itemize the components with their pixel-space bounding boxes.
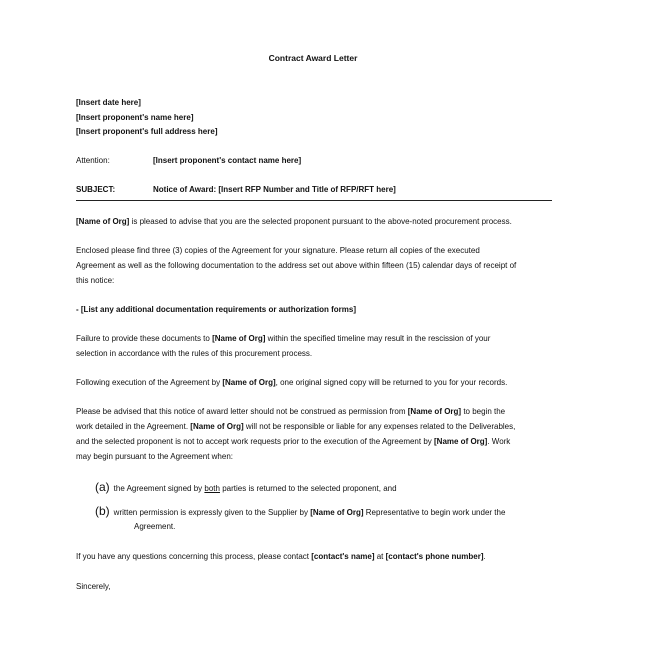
- attention-label: Attention:: [76, 156, 110, 165]
- proponent-address-placeholder: [Insert proponent's full address here]: [76, 127, 218, 136]
- failure-text-a: Failure to provide these documents to: [76, 334, 213, 343]
- org-name: [Name of Org]: [212, 334, 266, 343]
- closing: Sincerely,: [76, 582, 111, 591]
- failure-line-2: selection in accordance with the rules of this procurement process.: [76, 349, 313, 358]
- advised-line-1a: Please be advised that this notice of award letter should not be construed as permission from: [76, 407, 408, 416]
- letter-title: Contract Award Letter: [268, 53, 358, 63]
- org-name: [Name of Org]: [407, 407, 462, 416]
- org-name: [Name of Org]: [76, 217, 130, 226]
- enclosed-line-3: this notice:: [76, 276, 115, 285]
- item-b-text-2: Representative to begin work under the: [363, 508, 506, 517]
- list-item-a: [95, 480, 545, 496]
- enclosed-line-1: Enclosed please find three (3) copies of the Agreement for your signature. Please return all copies of the executed: [76, 246, 480, 255]
- org-name: [Name of Org]: [222, 378, 276, 387]
- item-b-continuation: Agreement.: [134, 522, 176, 531]
- intro-text: is pleased to advise that you are the selected proponent pursuant to the above-noted procurement process.: [129, 217, 512, 226]
- paragraph-contact: [76, 549, 552, 564]
- item-a-text-2: parties is returned to the selected proponent, and: [219, 484, 397, 493]
- attention-value: [Insert proponent's contact name here]: [153, 156, 302, 165]
- item-a-text-1: the Agreement signed by: [113, 484, 205, 493]
- contact-text-c: .: [483, 552, 486, 561]
- date-placeholder: [Insert date here]: [76, 98, 141, 107]
- advised-line-2a: work detailed in the Agreement.: [76, 422, 191, 431]
- advised-line-1b: to begin the: [461, 407, 506, 416]
- contact-text-b: at: [374, 552, 386, 561]
- documentation-requirements: [76, 302, 552, 317]
- divider-line: [76, 200, 552, 201]
- execution-text-b: , one original signed copy will be returned to you for your records.: [275, 378, 508, 387]
- org-name: [Name of Org]: [434, 437, 488, 446]
- enclosed-line-2: Agreement as well as the following documentation to the address set out above within fifteen (15) calendar days of receipt of: [76, 261, 517, 270]
- paragraph-advised: [76, 404, 566, 464]
- item-marker-a: (a): [95, 480, 110, 494]
- advised-line-3a: and the selected proponent is not to accept work requests prior to the execution of the Agreement by: [76, 437, 434, 446]
- failure-text-b: within the specified timeline may result in the rescission of your: [265, 334, 491, 343]
- org-name: [Name of Org]: [190, 422, 244, 431]
- execution-text-a: Following execution of the Agreement by: [76, 378, 223, 387]
- list-item-b: [95, 504, 545, 520]
- subject-label: SUBJECT:: [76, 185, 116, 194]
- documentation-list-item: - [List any additional documentation requirements or authorization forms]: [76, 305, 357, 314]
- paragraph-execution: [76, 375, 552, 390]
- org-name: [Name of Org]: [310, 508, 364, 517]
- advised-line-4: may begin pursuant to the Agreement when:: [76, 452, 233, 461]
- subject-value: Notice of Award: [Insert RFP Number and Title of RFP/RFT here]: [153, 185, 396, 194]
- contact-text-a: If you have any questions concerning this process, please contact: [76, 552, 312, 561]
- paragraph-enclosed: [76, 243, 552, 288]
- contact-name-placeholder: [contact's name]: [311, 552, 375, 561]
- item-a-both: both: [204, 484, 220, 493]
- paragraph-intro: [76, 214, 552, 229]
- paragraph-failure: [76, 331, 552, 361]
- advised-line-2b: will not be responsible or liable for any expenses related to the Deliverables,: [243, 422, 516, 431]
- proponent-name-placeholder: [Insert proponent's name here]: [76, 113, 194, 122]
- contact-phone-placeholder: [contact's phone number]: [385, 552, 484, 561]
- advised-line-3b: . Work: [487, 437, 511, 446]
- item-b-text-1: written permission is expressly given to the Supplier by: [113, 508, 311, 517]
- item-marker-b: (b): [95, 504, 110, 518]
